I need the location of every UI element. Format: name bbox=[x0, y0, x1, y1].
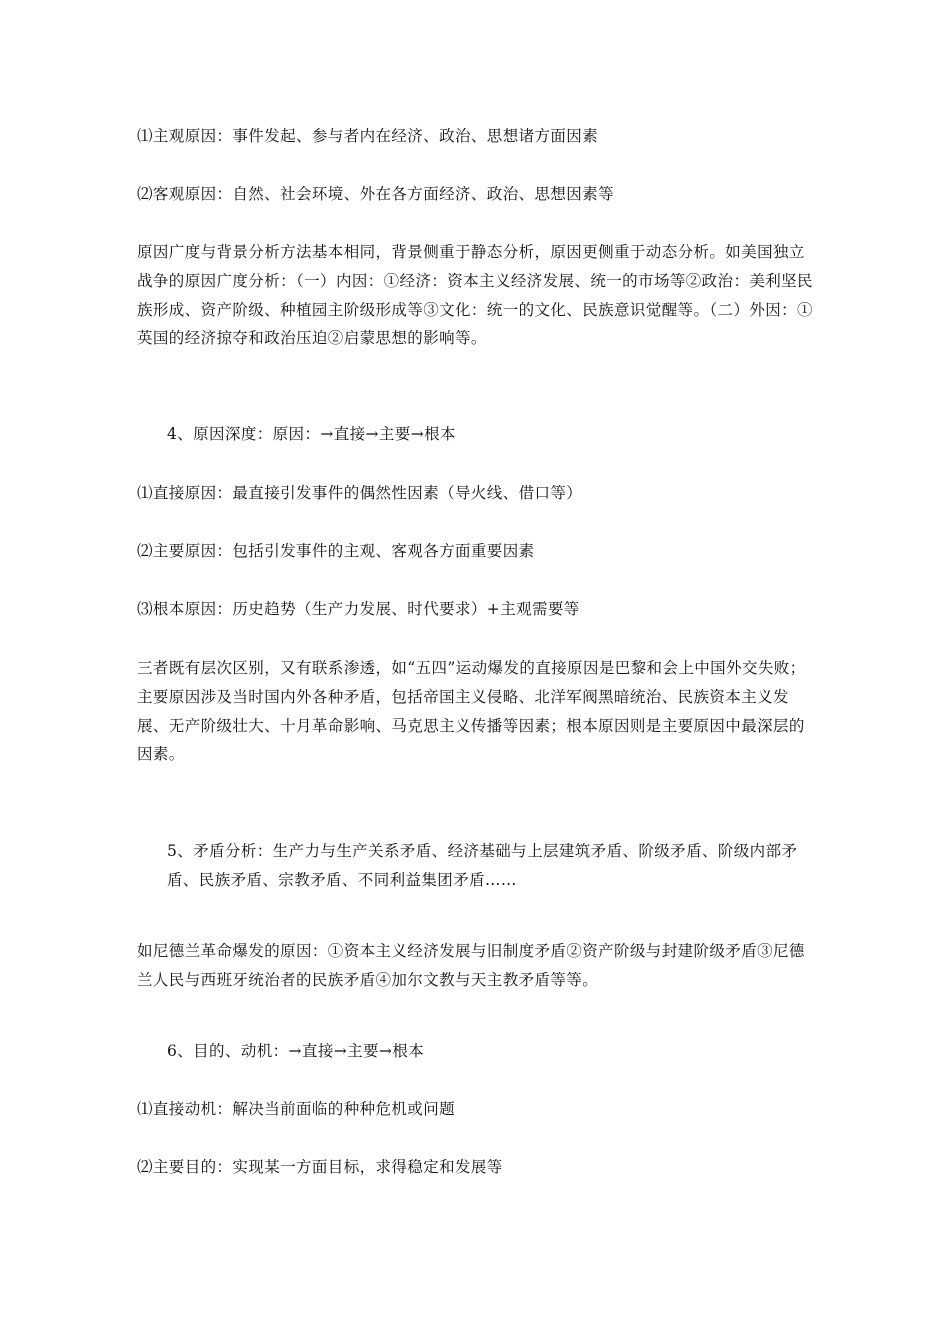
heading-purpose-motive: 6、目的、动机：→直接→主要→根本 bbox=[167, 1042, 425, 1060]
paragraph-may-fourth-example: 三者既有层次区别，又有联系渗透，如“五四”运动爆发的直接原因是巴黎和会上中国外交失败；主要原因涉及当时国内外各种矛盾，包括帝国主义侵略、北洋军阀黑暗统治、民族资本主义发展、无产阶级壮大、十月革命影响、马克思主义传播等因素；根本原因则是主要原因中最深层的因素。 bbox=[137, 659, 806, 764]
heading-cause-depth: 4、原因深度：原因：→直接→主要→根本 bbox=[167, 425, 456, 443]
paragraph-netherlands-example: 如尼德兰革命爆发的原因：①资本主义经济发展与旧制度矛盾②资产阶级与封建阶级矛盾③尼德兰人民与西班牙统治者的民族矛盾④加尔文教与天主教矛盾等等。 bbox=[137, 942, 805, 989]
paragraph-main-cause: ⑵主要原因：包括引发事件的主观、客观各方面重要因素 bbox=[137, 542, 535, 560]
paragraph-root-cause: ⑶根本原因：历史趋势（生产力发展、时代要求）+主观需要等 bbox=[137, 600, 580, 618]
heading-contradiction-analysis bbox=[167, 837, 817, 895]
paragraph-direct-cause: ⑴直接原因：最直接引发事件的偶然性因素（导火线、借口等） bbox=[137, 484, 583, 502]
paragraph-subjective-cause: ⑴主观原因：事件发起、参与者内在经济、政治、思想诸方面因素 bbox=[137, 127, 599, 145]
contradiction-analysis-text: 5、矛盾分析：生产力与生产关系矛盾、经济基础与上层建筑矛盾、阶级矛盾、阶级内部矛盾、民族矛盾、宗教矛盾、不同利益集团矛盾…… bbox=[167, 842, 798, 889]
paragraph-objective-cause: ⑵客观原因：自然、社会环境、外在各方面经济、政治、思想因素等 bbox=[137, 185, 615, 203]
paragraph-direct-motive: ⑴直接动机：解决当前面临的种种危机或问题 bbox=[137, 1100, 456, 1118]
paragraph-cause-breadth: 原因广度与背景分析方法基本相同，背景侧重于静态分析，原因更侧重于动态分析。如美国独立战争的原因广度分析：（一）内因：①经济：资本主义经济发展、统一的市场等②政治：美利坚民族形成、资产阶级、种植园主阶级形成等③文化：统一的文化、民族意识觉醒等。（二）外因：①英国的经济掠夺和政治压迫②启蒙思想的影响等。 bbox=[137, 243, 813, 348]
paragraph-main-purpose: ⑵主要目的：实现某一方面目标，求得稳定和发展等 bbox=[137, 1158, 503, 1176]
